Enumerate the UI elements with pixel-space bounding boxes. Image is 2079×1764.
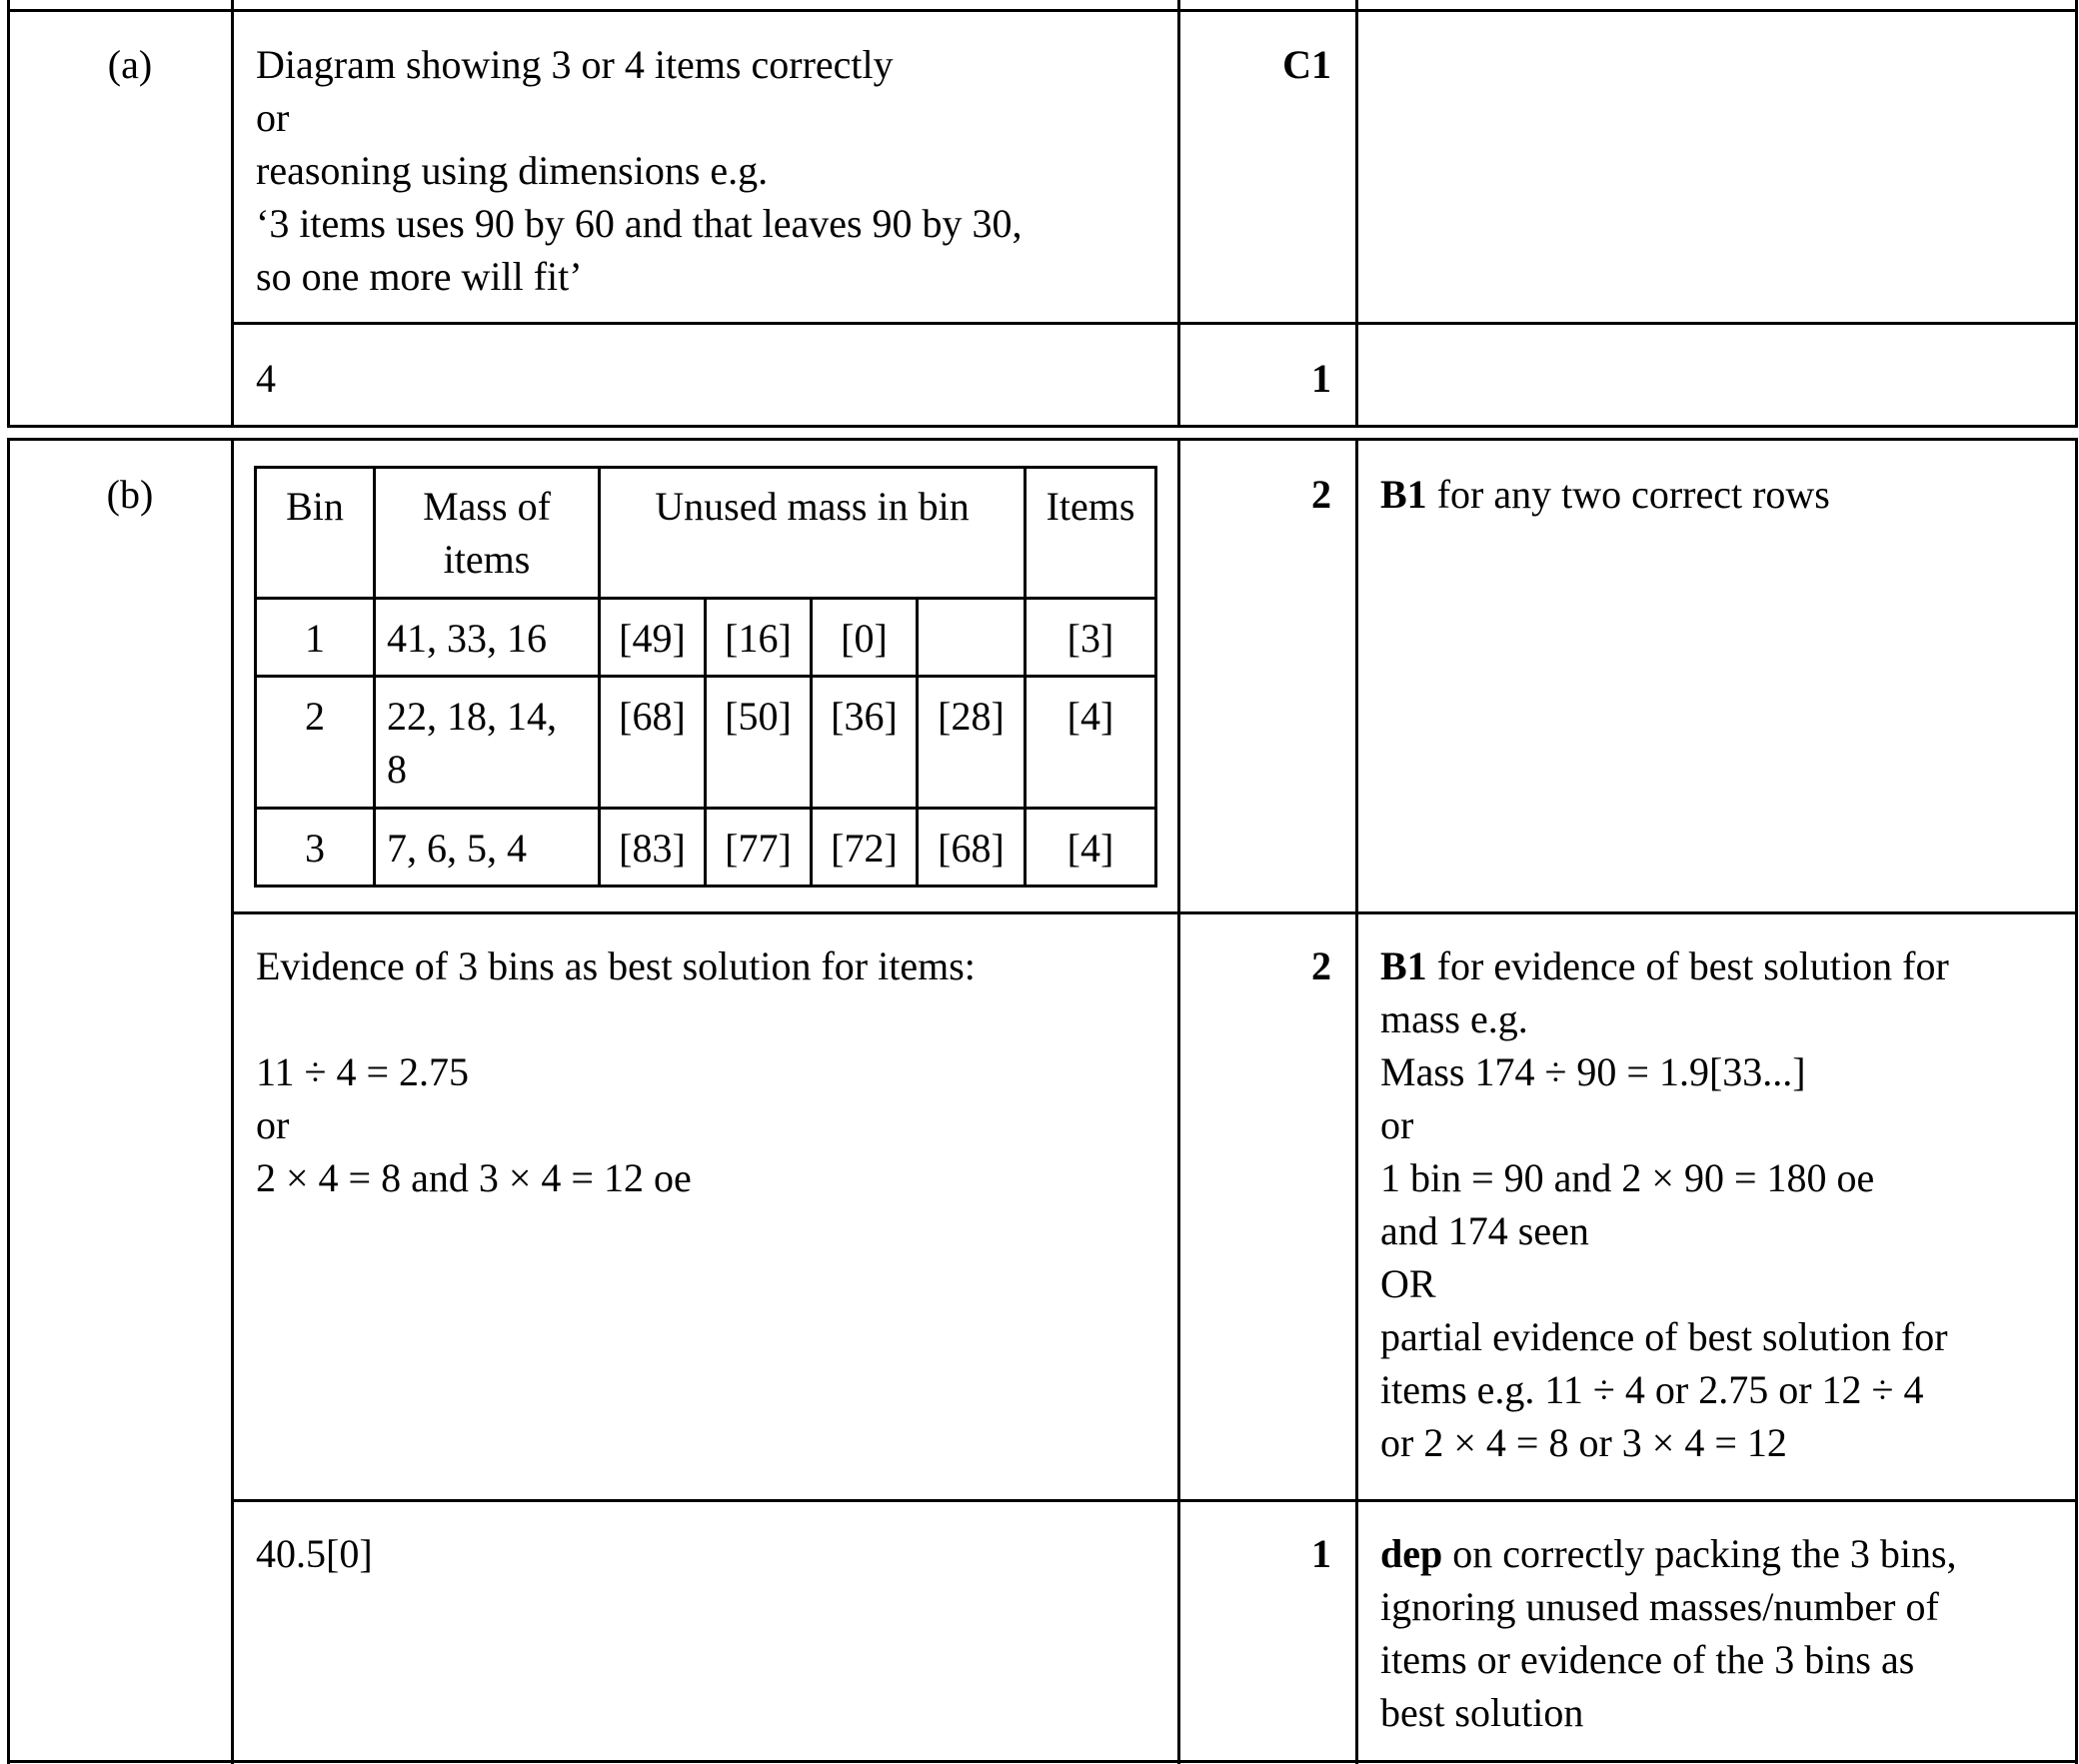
bin-header: Bin	[286, 484, 344, 529]
mass-cell: 7, 6, 5, 4	[387, 826, 527, 871]
unused-cell: [77]	[725, 826, 792, 871]
answer-line: reasoning using dimensions e.g.	[256, 148, 769, 193]
items-cell: [4]	[1066, 826, 1114, 871]
part-a-label: (a)	[107, 42, 153, 87]
part-b-row2-mark: 2	[1311, 943, 1331, 988]
mass-line: 22, 18, 14,	[387, 694, 557, 739]
part-a-row2-answer: 4	[256, 356, 276, 401]
part-b-row1-guidance	[1380, 468, 1830, 521]
mass-cell: 41, 33, 16	[387, 616, 547, 661]
items-cell: [3]	[1066, 616, 1114, 661]
unused-cell: [50]	[725, 694, 792, 739]
guidance-text: for evidence of best solution for	[1426, 943, 1949, 988]
unused-header: Unused mass in bin	[655, 484, 970, 529]
guidance-line: or 2 × 4 = 8 or 3 × 4 = 12	[1380, 1420, 1787, 1465]
part-b-row3-answer: 40.5[0]	[256, 1531, 373, 1576]
answer-line: ‘3 items uses 90 by 60 and that leaves 90 by 30,	[256, 201, 1023, 246]
guidance-line: ignoring unused masses/number of	[1380, 1584, 1939, 1629]
guidance-mark-code: B1	[1380, 472, 1427, 517]
answer-line: or	[256, 1102, 290, 1147]
mass-line: 8	[387, 747, 407, 792]
part-b-label: (b)	[106, 472, 154, 517]
part-a-row2-mark: 1	[1311, 356, 1331, 401]
unused-cell: [16]	[725, 616, 792, 661]
unused-cell: [68]	[938, 826, 1005, 871]
guidance-line	[1380, 939, 1949, 992]
guidance-line: best solution	[1380, 1690, 1584, 1735]
part-b-row2-guidance	[1380, 939, 1949, 1469]
part-b-row2-answer	[256, 939, 976, 1204]
unused-cell: [72]	[831, 826, 898, 871]
part-b-row1-mark: 2	[1311, 472, 1331, 517]
part-b-row3-mark: 1	[1311, 1531, 1331, 1576]
answer-line: or	[256, 95, 290, 140]
guidance-line: Mass 174 ÷ 90 = 1.9[33...]	[1380, 1049, 1806, 1094]
guidance-line: items or evidence of the 3 bins as	[1380, 1637, 1915, 1682]
answer-line	[256, 992, 976, 1045]
bin-cell: 3	[305, 826, 325, 871]
guidance-text: for any two correct rows	[1426, 472, 1830, 517]
guidance-mark-code: B1	[1380, 943, 1427, 988]
unused-cell: [83]	[619, 826, 686, 871]
items-header: Items	[1045, 484, 1135, 529]
bin-cell: 2	[305, 694, 325, 739]
guidance-line: and 174 seen	[1380, 1208, 1589, 1253]
answer-line: so one more will fit’	[256, 254, 583, 299]
bin-cell: 1	[305, 616, 325, 661]
items-cell: [4]	[1066, 694, 1114, 739]
answer-line: 2 × 4 = 8 and 3 × 4 = 12 oe	[256, 1155, 692, 1200]
guidance-line	[1380, 1527, 1957, 1580]
guidance-line: 1 bin = 90 and 2 × 90 = 180 oe	[1380, 1155, 1875, 1200]
guidance-line: mass e.g.	[1380, 996, 1528, 1041]
part-a-row1-answer	[256, 38, 1023, 303]
guidance-line: partial evidence of best solution for	[1380, 1314, 1948, 1359]
guidance-text: on correctly packing the 3 bins,	[1442, 1531, 1957, 1576]
mass-header	[376, 480, 598, 586]
unused-cell: [0]	[841, 616, 888, 661]
guidance-line: OR	[1380, 1261, 1436, 1306]
guidance-line: or	[1380, 1102, 1414, 1147]
guidance-mark-code: dep	[1380, 1531, 1443, 1576]
unused-cell: [68]	[619, 694, 686, 739]
part-a-row1-mark: C1	[1282, 42, 1331, 87]
mass-cell	[387, 690, 557, 796]
unused-cell: [36]	[831, 694, 898, 739]
part-b-row3-guidance	[1380, 1527, 1957, 1739]
unused-cell: [28]	[938, 694, 1005, 739]
answer-line: 11 ÷ 4 = 2.75	[256, 1049, 470, 1094]
unused-cell: [49]	[619, 616, 686, 661]
mass-header-line1: Mass of	[423, 484, 551, 529]
guidance-line: items e.g. 11 ÷ 4 or 2.75 or 12 ÷ 4	[1380, 1367, 1924, 1412]
answer-line: Evidence of 3 bins as best solution for items:	[256, 943, 976, 988]
answer-line: Diagram showing 3 or 4 items correctly	[256, 42, 894, 87]
mass-header-line2: items	[443, 537, 531, 582]
